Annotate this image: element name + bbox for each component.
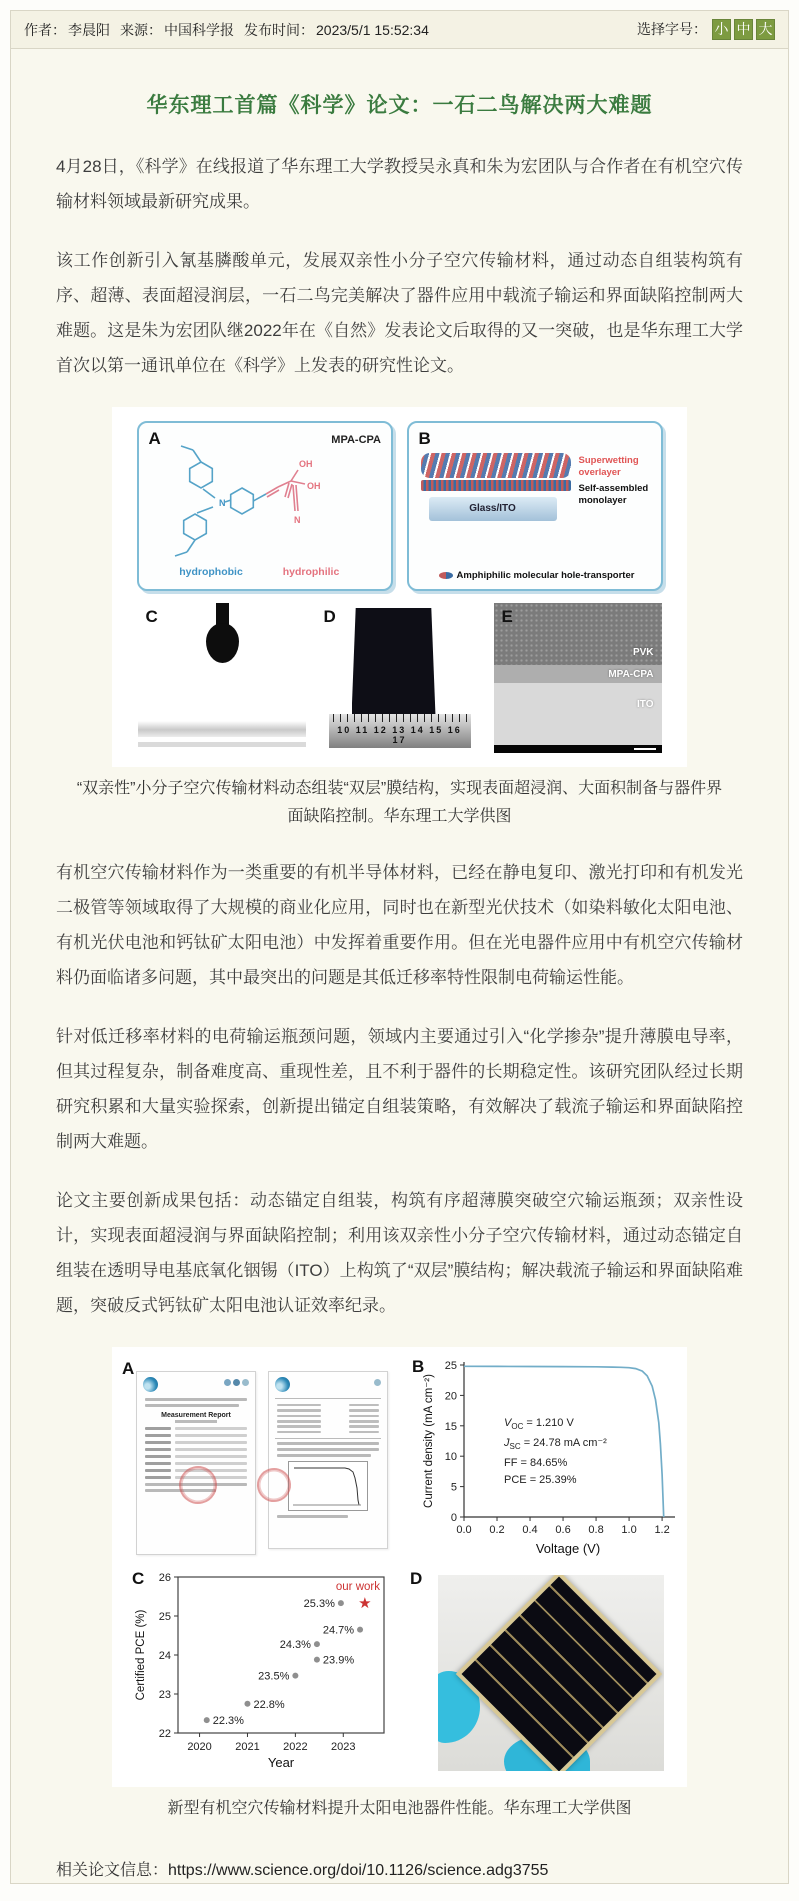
svg-text:15: 15	[444, 1420, 457, 1433]
panel-label-b2: B	[412, 1357, 425, 1376]
svg-text:22: 22	[158, 1728, 171, 1740]
font-size-small-button[interactable]: 小	[712, 19, 731, 40]
paragraph-2: 该工作创新引入氰基膦酸单元，发展双亲性小分子空穴传输材料，通过动态自组装构筑有序、超薄、表面超浸润层，一石二鸟完美解决了器件应用中载流子输运和界面缺陷控制两大难题。这是朱为宏团队继2022年在《自然》发表论文后取得的又一突破，也是华东理工大学首次以第一通讯单位在《科学》上发表的研究性论文。	[56, 251, 743, 375]
overlayer-label: Superwetting overlayer	[578, 455, 639, 479]
ruler-numbers: 10 11 12 13 14 15 16 17	[337, 725, 462, 745]
pvk-label: PVK	[632, 647, 654, 658]
panel-a-molecule	[137, 421, 393, 591]
font-size-selector	[637, 19, 775, 40]
hydrophobic-label: hydrophobic	[178, 566, 243, 578]
article-meta-bar	[11, 11, 788, 49]
font-size-large-button[interactable]: 大	[756, 19, 775, 40]
figure-caption-2: 新型有机空穴传输材料提升太阳电池器件性能。华东理工大学供图	[167, 1800, 632, 1817]
figure-performance	[112, 1347, 687, 1787]
substrate-box: Glass/ITO	[429, 497, 557, 521]
svg-text:Year: Year	[267, 1755, 295, 1770]
paragraph-1: 4月28日，《科学》在线报道了华东理工大学教授吴永真和朱为宏团队与合作者在有机空穴传输材料领域最新研究成果。	[56, 157, 743, 211]
panel-label-d2: D	[410, 1569, 423, 1588]
bilayer-scheme	[421, 453, 653, 583]
svg-text:0.4: 0.4	[522, 1524, 538, 1536]
panel-d-film	[316, 603, 484, 753]
svg-text:24.3%: 24.3%	[279, 1639, 311, 1652]
liquid-surface	[138, 721, 306, 737]
atom-n: N	[218, 498, 225, 508]
svg-text:2022: 2022	[283, 1741, 308, 1753]
svg-text:5: 5	[450, 1481, 457, 1494]
paragraph-5: 论文主要创新成果包括：动态锚定自组装，构筑有序超薄膜突破空穴输运瓶颈；双亲性设计，实现表面超浸润与界面缺陷控制；利用该双亲性小分子空穴传输材料，通过动态锚定自组装在透明导电基底氧化铟锡（ITO）上构筑了“双层”膜结构；解决载流子输运和界面缺陷难题，突破反式钙钛矿太阳电池认证效率纪录。	[56, 1191, 743, 1315]
author-name: 李晨阳	[68, 21, 110, 38]
font-size-medium-button[interactable]: 中	[734, 19, 753, 40]
svg-text:Certified PCE (%): Certified PCE (%)	[135, 1609, 147, 1701]
page	[10, 10, 789, 1884]
article-body	[11, 89, 788, 1880]
panel-label-c: C	[145, 607, 158, 626]
scale-bar	[634, 748, 656, 751]
svg-text:our work: our work	[335, 1581, 380, 1593]
solar-cell-photo	[438, 1575, 664, 1771]
panel-label-a: A	[148, 429, 161, 448]
related-paper-line	[56, 1857, 743, 1880]
svg-text:2023: 2023	[331, 1741, 356, 1753]
source-name: 中国科学报	[164, 21, 234, 38]
ruler	[329, 714, 471, 748]
panel-c-droplet	[138, 603, 306, 753]
svg-text:23.9%: 23.9%	[322, 1654, 355, 1667]
source-label: 来源：	[120, 21, 162, 38]
font-size-label: 选择字号：	[637, 21, 707, 37]
svg-text:★: ★	[358, 1595, 372, 1613]
publish-time-label: 发布时间：	[244, 21, 314, 38]
panel-c-pce-chart	[120, 1571, 408, 1775]
cert-lab-logo-2	[275, 1377, 290, 1392]
atom-cn: N	[293, 515, 300, 525]
mpa-cpa-label: MPA-CPA	[608, 669, 654, 680]
svg-text:22.8%: 22.8%	[253, 1698, 285, 1711]
paragraph-4: 针对低迁移率材料的电荷输运瓶颈问题，领域内主要通过引入“化学掺杂”提升薄膜电导率，但其过程复杂，制备难度高、重现性差，且不利于器件的长期稳定性。该研究团队经过长期研究积累和大量实验探索，创新提出锚定自组装策略，有效解决了载流子输运和界面缺陷控制两大难题。	[56, 1027, 743, 1151]
sem-bottom-strip	[494, 745, 662, 753]
ito-label: ITO	[637, 699, 654, 710]
superwetting-overlayer-graphic	[421, 453, 571, 478]
svg-text:1.2: 1.2	[654, 1524, 670, 1536]
article-title: 华东理工首篇《科学》论文：一石二鸟解决两大难题	[146, 94, 653, 117]
amphiphile-icon	[439, 572, 453, 579]
panel-label-b: B	[418, 429, 431, 448]
figure-materials	[112, 407, 687, 767]
svg-text:0.0: 0.0	[456, 1524, 472, 1536]
svg-text:0: 0	[450, 1512, 457, 1524]
panel-label-d: D	[323, 607, 336, 626]
legend-label: Amphiphilic molecular hole-transporter	[456, 570, 635, 581]
panel-label-e: E	[501, 607, 513, 626]
report-title: Measurement Report	[161, 1412, 231, 1419]
panel-d-device-photo	[408, 1571, 679, 1775]
paper-link[interactable]: https://www.science.org/doi/10.1126/science.adg3755	[168, 1862, 549, 1879]
svg-text:24: 24	[158, 1650, 171, 1662]
svg-text:2020: 2020	[187, 1741, 212, 1753]
svg-text:23: 23	[158, 1689, 171, 1701]
svg-text:26: 26	[158, 1572, 171, 1584]
svg-text:25: 25	[158, 1611, 171, 1623]
svg-text:1.0: 1.0	[621, 1524, 637, 1536]
svg-text:0.8: 0.8	[588, 1524, 604, 1536]
atom-oh-2: OH	[306, 481, 320, 491]
hydrophilic-label: hydrophilic	[282, 566, 339, 578]
svg-text:23.5%: 23.5%	[258, 1670, 290, 1683]
panel-a-reports	[120, 1359, 408, 1563]
panel-e-crosssection	[494, 603, 662, 753]
panel-label-c2: C	[132, 1569, 145, 1588]
sem-ito-layer	[494, 683, 662, 745]
panel-b-bilayer	[407, 421, 663, 591]
svg-text:20: 20	[444, 1390, 457, 1403]
monolayer-label: Self-assembled monolayer	[578, 483, 649, 507]
svg-text:Voltage (V): Voltage (V)	[535, 1541, 601, 1556]
monolayer-graphic	[421, 480, 571, 491]
figure-caption-1: “双亲性”小分子空穴传输材料动态组装“双层”膜结构，实现表面超浸润、大面积制备与器件界面缺陷控制。华东理工大学供图	[76, 780, 723, 825]
paragraph-3: 有机空穴传输材料作为一类重要的有机半导体材料，已经在静电复印、激光打印和有机发光二极管等领域取得了大规模的商业化应用，同时也在新型光伏技术（如染料敏化太阳电池、有机光伏电池和钙钛矿太阳电池）中发挥着重要作用。但在光电器件应用中有机空穴传输材料仍面临诸多问题，其中最突出的问题是其低迁移率特性限制电荷输运性能。	[56, 863, 743, 987]
mini-jv-thumbnail	[288, 1461, 368, 1511]
accreditation-logos	[224, 1379, 249, 1386]
pce-scatter-chart	[132, 1571, 392, 1775]
atom-oh-1: OH	[298, 459, 312, 469]
legend	[421, 570, 653, 581]
svg-text:2021: 2021	[235, 1741, 260, 1753]
svg-text:10: 10	[444, 1451, 457, 1464]
report-page-1	[136, 1371, 256, 1555]
report-page-2	[268, 1371, 388, 1549]
molecule-diagram	[139, 423, 391, 589]
svg-text:25.3%: 25.3%	[303, 1598, 335, 1611]
publish-time: 2023/5/1 15:52:34	[316, 21, 429, 38]
author-label: 作者：	[24, 21, 66, 38]
svg-text:0.2: 0.2	[489, 1524, 505, 1536]
molecule-name: MPA-CPA	[330, 434, 381, 446]
droplet	[206, 623, 239, 663]
related-label: 相关论文信息：	[56, 1862, 169, 1879]
solar-cell	[456, 1575, 662, 1771]
svg-text:Current density (mA cm⁻²): Current density (mA cm⁻²)	[423, 1374, 435, 1508]
svg-text:25: 25	[444, 1360, 457, 1372]
svg-text:24.7%: 24.7%	[322, 1624, 355, 1637]
thin-film	[352, 608, 436, 716]
panel-label-a2: A	[122, 1359, 135, 1378]
liquid-surface-2	[138, 742, 306, 747]
results-table	[275, 1398, 381, 1439]
article-meta	[24, 20, 431, 40]
svg-text:0.6: 0.6	[555, 1524, 571, 1536]
svg-text:22.3%: 22.3%	[212, 1715, 244, 1728]
jv-parameters: $V_{OC} = 1.210$ V $J_{SC} = 24.78$ mA cm⁻² FF = 84.65% PCE = 25.39%	[504, 1417, 607, 1487]
panel-b-jv-chart	[408, 1359, 679, 1563]
cert-lab-logo	[143, 1377, 158, 1392]
